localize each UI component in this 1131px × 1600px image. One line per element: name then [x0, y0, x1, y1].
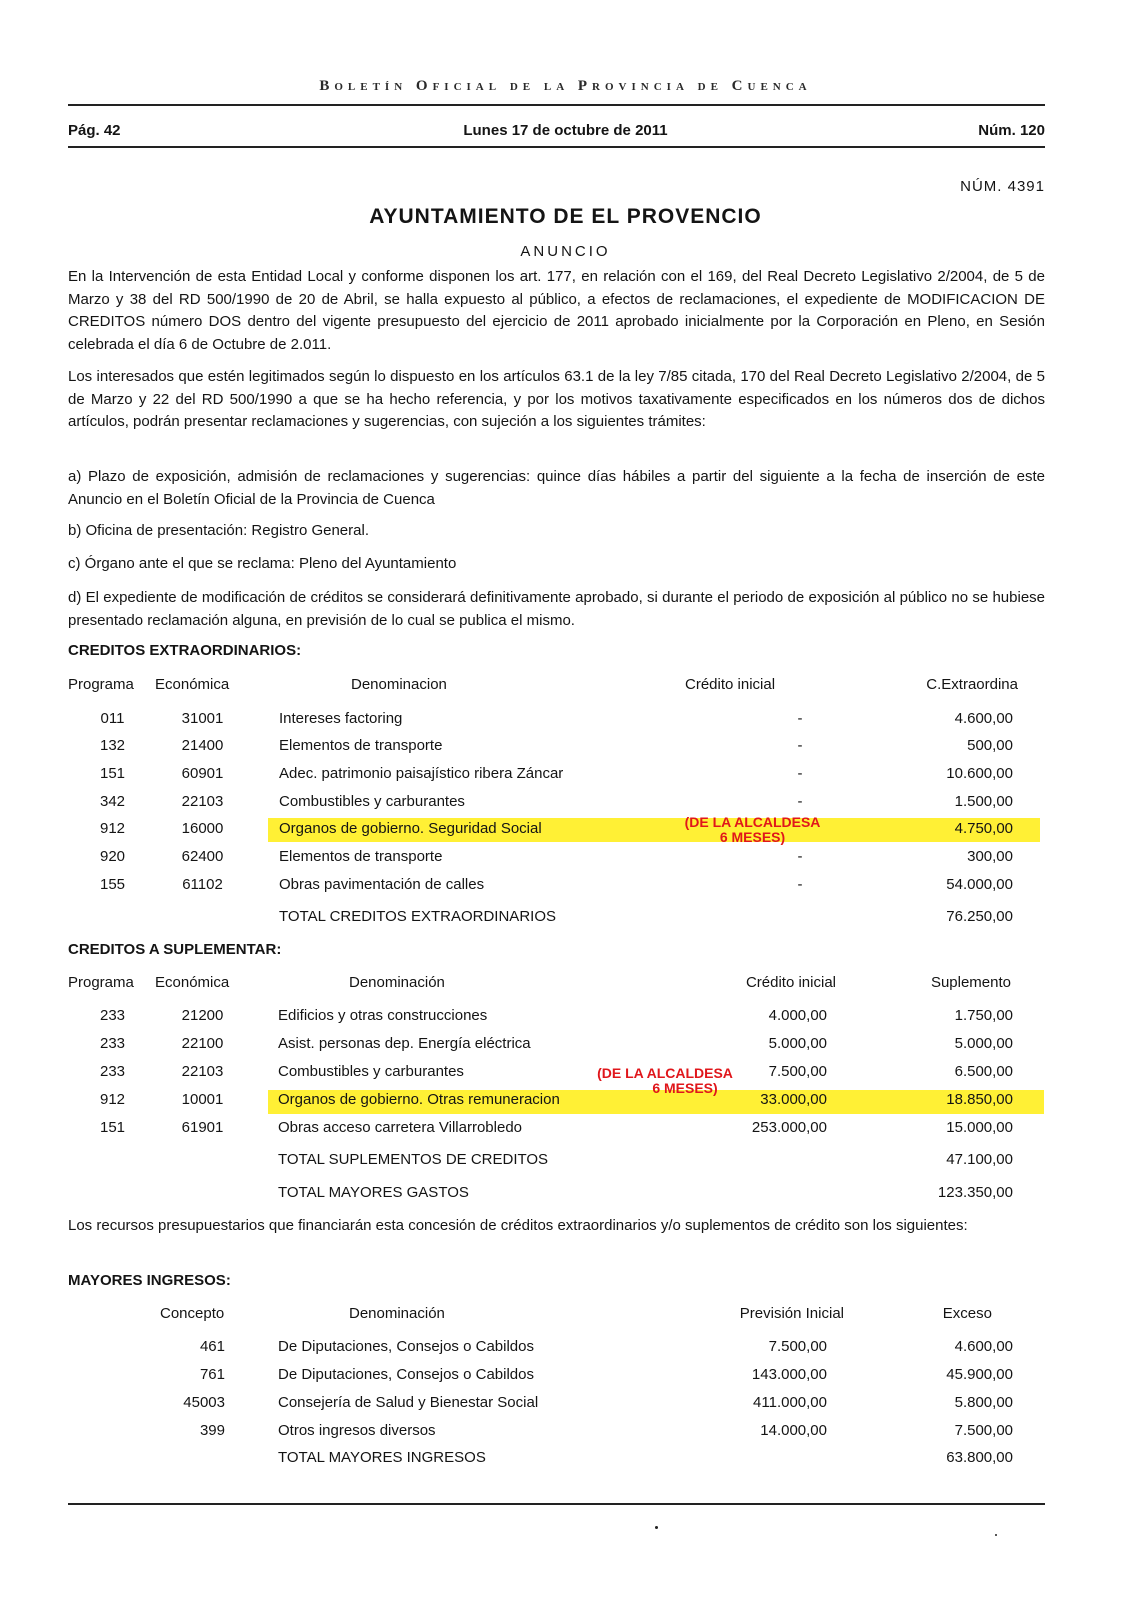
total-suplementos-value: 47.100,00 — [946, 1151, 1013, 1168]
table-cell-exceso: 45.900,00 — [946, 1366, 1013, 1383]
table-cell-concepto: 399 — [199, 1422, 225, 1439]
table-cell-prevision-inicial: 14.000,00 — [760, 1422, 827, 1439]
table-cell-credito-inicial: 5.000,00 — [768, 1035, 827, 1052]
scan-speck — [655, 1526, 658, 1529]
table-cell-economica: 61901 — [181, 1119, 224, 1136]
column-header-programa: Programa — [68, 676, 134, 693]
table-cell-concepto: 461 — [199, 1338, 225, 1355]
paragraph-interesados: Los interesados que estén legitimados según lo dispuesto en los artículos 63.1 de la ley 7/85 citada, 170 del Real Decreto Legislativo 2/2004, de 5 de Marzo y 22 del RD 500/1990 a que se ha hecho referencia, y por los motivos taxativamente especificados en los números dos de dichos artículos, podrán presentar reclamaciones y sugerencias, con sujeción a los siguientes trámites: — [68, 368, 1045, 430]
table-cell-extraordinario: 54.000,00 — [946, 876, 1013, 893]
column-header-concepto: Concepto — [160, 1305, 225, 1322]
paragraph-organo: c) Órgano ante el que se reclama: Pleno del Ayuntamiento — [68, 555, 457, 572]
table-cell-credito-inicial: - — [797, 848, 803, 865]
table-cell-credito-inicial: - — [797, 765, 803, 782]
total-ingresos-value: 63.800,00 — [946, 1449, 1013, 1466]
column-header-exceso: Exceso — [942, 1305, 992, 1322]
table-cell-denominacion: Consejería de Salud y Bienestar Social — [278, 1394, 539, 1411]
issue-number: Núm. 120 — [978, 122, 1045, 139]
document-number: NÚM. 4391 — [960, 178, 1045, 195]
table-cell-extraordinario: 4.750,00 — [954, 820, 1013, 837]
issue-date: Lunes 17 de octubre de 2011 — [463, 122, 668, 139]
table-cell-programa: 233 — [99, 1035, 126, 1052]
table-cell-denominacion: De Diputaciones, Consejos o Cabildos — [278, 1338, 534, 1355]
section-ingresos-heading: MAYORES INGRESOS: — [68, 1272, 231, 1289]
table-cell-exceso: 7.500,00 — [954, 1422, 1013, 1439]
table-cell-denominacion: Obras acceso carretera Villarrobledo — [278, 1119, 523, 1136]
table-cell-denominacion: Edificios y otras construcciones — [278, 1007, 488, 1024]
table-cell-programa: 132 — [99, 737, 126, 754]
column-header-economica: Económica — [155, 974, 230, 991]
table-cell-credito-inicial: 7.500,00 — [768, 1063, 827, 1080]
table-cell-denominacion: Intereses factoring — [279, 710, 403, 727]
table-cell-prevision-inicial: 143.000,00 — [751, 1366, 827, 1383]
table-cell-suplemento: 15.000,00 — [946, 1119, 1013, 1136]
table-cell-credito-inicial: - — [797, 876, 803, 893]
document-subtitle: ANUNCIO — [520, 243, 611, 260]
table-cell-denominacion: Asist. personas dep. Energía eléctrica — [278, 1035, 531, 1052]
column-header-denominacion: Denominacion — [351, 676, 447, 693]
scan-speck — [995, 1534, 997, 1536]
table-cell-concepto: 45003 — [183, 1394, 225, 1411]
table-cell-programa: 912 — [99, 1091, 126, 1108]
table-cell-economica: 62400 — [181, 848, 224, 865]
annotation-line-1: (DE LA ALCALDESA — [597, 1065, 733, 1081]
table-cell-suplemento: 5.000,00 — [954, 1035, 1013, 1052]
annotation-line-2: 6 MESES) — [719, 829, 786, 845]
table-cell-denominacion: Elementos de transporte — [279, 848, 443, 865]
table-cell-economica: 31001 — [181, 710, 224, 727]
table-cell-programa: 233 — [99, 1063, 126, 1080]
total-extraordinarios-label: TOTAL CREDITOS EXTRAORDINARIOS — [279, 908, 556, 925]
table-cell-programa: 920 — [99, 848, 126, 865]
column-header-credito-inicial: Crédito inicial — [745, 974, 836, 991]
table-cell-credito-inicial: 253.000,00 — [751, 1119, 827, 1136]
column-header-denominacion: Denominación — [349, 1305, 445, 1322]
table-cell-economica: 10001 — [181, 1091, 224, 1108]
section-suplementar-heading: CREDITOS A SUPLEMENTAR: — [68, 941, 282, 958]
total-ingresos-label: TOTAL MAYORES INGRESOS — [278, 1449, 486, 1466]
table-cell-programa: 912 — [99, 820, 126, 837]
table-cell-exceso: 4.600,00 — [954, 1338, 1013, 1355]
table-cell-credito-inicial: 33.000,00 — [760, 1091, 827, 1108]
table-cell-denominacion: Organos de gobierno. Seguridad Social — [279, 820, 542, 837]
table-cell-denominacion: Combustibles y carburantes — [278, 1063, 464, 1080]
table-cell-suplemento: 18.850,00 — [946, 1091, 1013, 1108]
table-cell-extraordinario: 4.600,00 — [954, 710, 1013, 727]
table-cell-extraordinario: 500,00 — [967, 737, 1013, 754]
table-cell-economica: 16000 — [181, 820, 224, 837]
table-cell-economica: 61102 — [182, 876, 223, 893]
table-cell-extraordinario: 10.600,00 — [946, 765, 1013, 782]
table-cell-programa: 151 — [99, 1119, 126, 1136]
column-header-prevision-inicial: Previsión Inicial — [739, 1305, 844, 1322]
column-header-credito-inicial: Crédito inicial — [685, 676, 776, 693]
annotation-line-2: 6 MESES) — [652, 1080, 718, 1096]
table-cell-economica: 22100 — [181, 1035, 224, 1052]
section-extraordinarios-heading: CREDITOS EXTRAORDINARIOS: — [68, 642, 302, 659]
table-cell-concepto: 761 — [199, 1366, 225, 1383]
paragraph-expediente: d) El expediente de modificación de créditos se considerará definitivamente aprobado, si durante el periodo de exposición al público no se hubiese presentado reclamación alguna, en previsión de lo cual se publica el mismo. — [68, 589, 1045, 629]
total-mayores-gastos-value: 123.350,00 — [937, 1184, 1013, 1201]
table-cell-denominacion: Combustibles y carburantes — [279, 793, 465, 810]
total-suplementos-label: TOTAL SUPLEMENTOS DE CREDITOS — [278, 1151, 549, 1168]
total-mayores-gastos-label: TOTAL MAYORES GASTOS — [278, 1184, 469, 1201]
column-header-economica: Económica — [155, 676, 230, 693]
header-top-rule — [68, 104, 1045, 106]
page-number: Pág. 42 — [68, 122, 121, 139]
table-cell-economica: 21200 — [181, 1007, 224, 1024]
table-cell-programa: 011 — [100, 710, 125, 727]
table-cell-denominacion: Adec. patrimonio paisajístico ribera Záncar — [279, 765, 564, 782]
table-cell-extraordinario: 1.500,00 — [954, 793, 1013, 810]
table-cell-exceso: 5.800,00 — [954, 1394, 1013, 1411]
table-cell-suplemento: 6.500,00 — [954, 1063, 1013, 1080]
table-cell-credito-inicial: - — [797, 793, 803, 810]
column-header-suplemento: Suplemento — [930, 974, 1011, 991]
table-cell-economica: 22103 — [181, 1063, 224, 1080]
table-cell-programa: 233 — [99, 1007, 126, 1024]
table-cell-credito-inicial: 4.000,00 — [768, 1007, 827, 1024]
paragraph-plazo: a) Plazo de exposición, admisión de reclamaciones y sugerencias: quince días hábiles a partir del siguiente a la fecha de inserción de este Anuncio en el Boletín Oficial de la Provincia de Cuenca — [68, 468, 1045, 508]
column-header-extraordinario: C.Extraordina — [926, 676, 1018, 693]
header-bottom-rule — [68, 146, 1045, 148]
table-cell-suplemento: 1.750,00 — [954, 1007, 1013, 1024]
table-cell-denominacion: Elementos de transporte — [279, 737, 443, 754]
table-cell-denominacion: De Diputaciones, Consejos o Cabildos — [278, 1366, 534, 1383]
paragraph-recursos: Los recursos presupuestarios que financiarán esta concesión de créditos extraordinarios y/o suplementos de crédito son los siguientes: — [68, 1217, 968, 1234]
total-extraordinarios-value: 76.250,00 — [946, 908, 1013, 925]
table-cell-denominacion: Obras pavimentación de calles — [279, 876, 485, 893]
column-header-denominacion: Denominación — [349, 974, 445, 991]
table-cell-programa: 155 — [99, 876, 126, 893]
annotation-line-1: (DE LA ALCALDESA — [684, 814, 821, 830]
annotation-alcaldesa-extraordinarios — [645, 815, 860, 845]
document-title: AYUNTAMIENTO DE EL PROVENCIO — [369, 205, 762, 228]
paragraph-oficina: b) Oficina de presentación: Registro General. — [68, 522, 369, 539]
table-cell-extraordinario: 300,00 — [967, 848, 1013, 865]
column-header-programa: Programa — [68, 974, 134, 991]
table-cell-denominacion: Organos de gobierno. Otras remuneracion — [278, 1091, 560, 1108]
table-cell-prevision-inicial: 411.000,00 — [753, 1394, 827, 1411]
table-cell-credito-inicial: - — [797, 737, 803, 754]
table-cell-programa: 342 — [99, 793, 126, 810]
footer-rule — [68, 1503, 1045, 1505]
table-cell-programa: 151 — [99, 765, 126, 782]
table-cell-prevision-inicial: 7.500,00 — [768, 1338, 827, 1355]
table-cell-credito-inicial: - — [797, 710, 803, 727]
masthead: Boletín Oficial de la Provincia de Cuenca — [319, 78, 812, 94]
table-cell-denominacion: Otros ingresos diversos — [278, 1422, 436, 1439]
table-cell-economica: 60901 — [181, 765, 224, 782]
paragraph-intro: En la Intervención de esta Entidad Local y conforme disponen los art. 177, en relación con el 169, del Real Decreto Legislativo 2/2004, de 5 de Marzo y 38 del RD 500/1990 de 20 de Abril, se halla expuesto al público, a efectos de reclamaciones, el expediente de MODIFICACION DE CREDITOS número DOS dentro del vigente presupuesto del ejercicio de 2011 aprobado inicialmente por la Corporación en Pleno, en Sesión celebrada el día 6 de Octubre de 2.011. — [68, 268, 1045, 353]
table-cell-economica: 22103 — [181, 793, 224, 810]
table-cell-economica: 21400 — [181, 737, 224, 754]
